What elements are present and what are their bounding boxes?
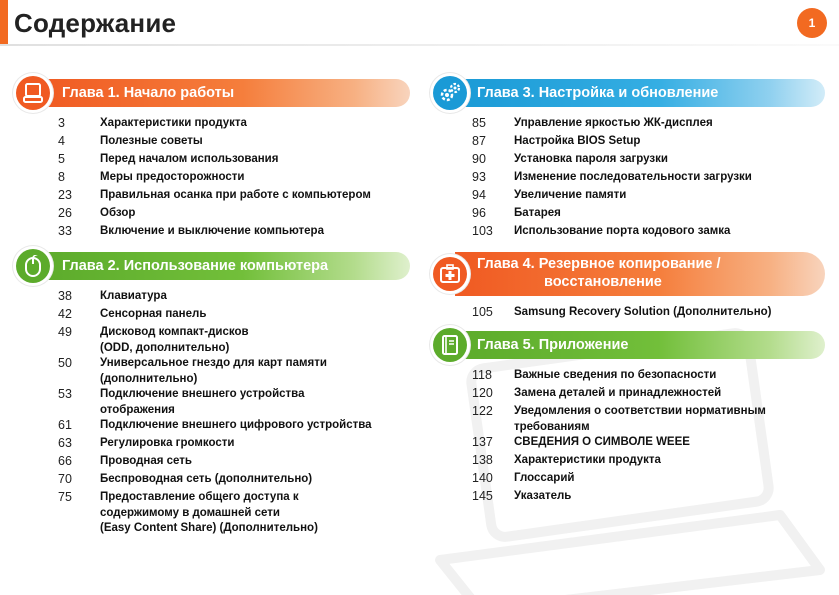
chapter-5-heading[interactable] [455,331,825,359]
chapter-3-heading[interactable] [455,79,825,107]
chapter-1-list [58,116,418,242]
toc-page-number: 118 [472,368,492,382]
toc-entry-title: Настройка BIOS Setup [514,135,641,147]
toc-entry-title: Управление яркостью ЖК-дисплея [514,117,713,129]
toc-page-number: 137 [472,435,493,449]
toc-entry-title: Подключение внешнего цифрового устройства [100,419,372,431]
chapter-4-heading[interactable] [455,252,825,296]
toc-entry[interactable] [58,490,418,537]
toc-entry[interactable] [472,206,832,224]
toc-entry-title: Меры предосторожности [100,171,245,183]
toc-entry-title: Полезные советы [100,135,203,147]
toc-entry[interactable] [472,386,832,404]
toc-page-number: 103 [472,224,493,238]
toc-entry[interactable] [58,206,418,224]
chapter-4-title-line1: Глава 4. Резервное копирование / [477,256,721,272]
toc-entry[interactable] [58,356,418,387]
toc-page-number: 33 [58,224,72,238]
toc-entry[interactable] [58,116,418,134]
toc-entry-title: Беспроводная сеть (дополнительно) [100,473,313,485]
toc-page-number: 120 [472,386,493,400]
toc-entry-title: СВЕДЕНИЯ О СИМВОЛЕ WEEE [514,436,690,448]
toc-entry[interactable] [58,472,418,490]
chapter-1-icon-badge [13,73,53,113]
toc-page-number: 4 [58,134,65,148]
toc-entry[interactable] [472,404,832,435]
toc-entry-title: Характеристики продукта [514,454,661,466]
toc-entry-title: Важные сведения по безопасности [514,369,717,381]
toc-entry-title: Включение и выключение компьютера [100,225,324,237]
toc-page-number: 8 [58,170,65,184]
toc-entry-title: Подключение внешнего устройства отображения [100,388,305,416]
chapter-1-heading[interactable] [38,79,410,107]
toc-entry[interactable] [58,454,418,472]
toc-entry[interactable] [58,436,418,454]
toc-page-number: 53 [58,387,72,401]
chapter-2-list [58,289,418,537]
toc-entry[interactable] [472,435,832,453]
toc-page-number: 63 [58,436,72,450]
toc-page-number: 61 [58,418,72,432]
toc-page-number: 85 [472,116,486,130]
toc-entry[interactable] [58,325,418,356]
toc-entry[interactable] [472,152,832,170]
toc-entry-title: Замена деталей и принадлежностей [514,387,722,399]
toc-page-number: 75 [58,490,72,504]
chapter-3-icon-badge [430,73,470,113]
toc-entry-title: Установка пароля загрузки [514,153,668,165]
toc-entry[interactable] [472,116,832,134]
chapter-4-icon-badge [430,254,470,294]
page-number-badge: 1 [797,8,827,38]
page-header [0,0,839,48]
gears-icon [433,76,467,110]
laptop-icon [16,76,50,110]
chapter-5-list [472,368,832,507]
toc-page-number: 70 [58,472,72,486]
toc-entry[interactable] [58,152,418,170]
toc-page-number: 138 [472,453,493,467]
header-accent-bar [0,0,8,46]
chapter-5-icon-badge [430,325,470,365]
toc-page-number: 145 [472,489,493,503]
toc-entry-title: Батарея [514,207,561,219]
toc-entry[interactable] [58,224,418,242]
toc-entry-title: Перед началом использования [100,153,279,165]
toc-entry-title: Samsung Recovery Solution (Дополнительно) [514,306,772,318]
toc-page-number: 105 [472,305,493,319]
toc-page-number: 94 [472,188,486,202]
toc-page-number: 23 [58,188,72,202]
chapter-1-title: Глава 1. Начало работы [62,85,235,101]
chapter-5-title: Глава 5. Приложение [477,337,629,353]
toc-page-number: 38 [58,289,72,303]
toc-entry[interactable] [472,368,832,386]
toc-entry-title: Дисковод компакт-дисков (ODD, дополнительно) [100,326,249,354]
toc-entry[interactable] [472,471,832,489]
toc-page-number: 87 [472,134,486,148]
toc-entry-title: Проводная сеть [100,455,192,467]
toc-page-number: 49 [58,325,72,339]
toc-entry-title: Клавиатура [100,290,167,302]
toc-entry[interactable] [472,453,832,471]
toc-entry-title: Уведомления о соответствии нормативным требованиям [514,405,766,433]
toc-entry-title: Указатель [514,490,572,502]
toc-entry-title: Правильная осанка при работе с компьютером [100,189,371,201]
toc-entry-title: Предоставление общего доступа к содержимому в домашней сети (Easy Content Share) (Дополнительно) [100,491,318,534]
toc-entry[interactable] [58,188,418,206]
toc-page-number: 3 [58,116,65,130]
toc-page-number: 66 [58,454,72,468]
toc-page-number: 96 [472,206,486,220]
toc-entry[interactable] [472,188,832,206]
toc-entry[interactable] [58,289,418,307]
toc-entry[interactable] [58,134,418,152]
toc-page-number: 140 [472,471,493,485]
chapter-3-list [472,116,832,242]
toc-entry[interactable] [58,418,418,436]
toc-entry[interactable] [58,387,418,418]
toc-entry-title: Сенсорная панель [100,308,207,320]
toc-entry[interactable] [58,170,418,188]
chapter-3-title: Глава 3. Настройка и обновление [477,85,719,101]
toc-entry-title: Увеличение памяти [514,189,627,201]
toc-page-number: 42 [58,307,72,321]
toc-entry[interactable] [472,489,832,507]
toc-entry[interactable] [472,134,832,152]
toc-page-number: 93 [472,170,486,184]
toc-entry-title: Обзор [100,207,136,219]
mouse-icon [16,249,50,283]
page-title: Содержание [14,8,177,38]
toc-entry[interactable] [472,224,832,242]
book-icon [433,328,467,362]
toc-entry[interactable] [472,305,832,323]
chapter-2-title: Глава 2. Использование компьютера [62,258,329,274]
toc-entry-title: Глоссарий [514,472,575,484]
chapter-4-list [472,305,832,323]
chapter-4-title-line2: восстановление [544,274,662,290]
chapter-2-heading[interactable] [38,252,410,280]
toc-entry[interactable] [58,307,418,325]
toc-entry[interactable] [472,170,832,188]
toc-entry-title: Изменение последовательности загрузки [514,171,752,183]
toc-entry-title: Использование порта кодового замка [514,225,731,237]
toc-entry-title: Регулировка громкости [100,437,235,449]
toc-page-number: 26 [58,206,72,220]
toc-page-number: 122 [472,404,493,418]
header-divider [0,44,839,46]
toc-page-number: 50 [58,356,72,370]
toc-page-number: 90 [472,152,486,166]
chapter-2-icon-badge [13,246,53,286]
toc-entry-title: Универсальное гнездо для карт памяти (дополнительно) [100,357,327,385]
first-aid-icon [433,257,467,291]
toc-entry-title: Характеристики продукта [100,117,247,129]
toc-page-number: 5 [58,152,65,166]
